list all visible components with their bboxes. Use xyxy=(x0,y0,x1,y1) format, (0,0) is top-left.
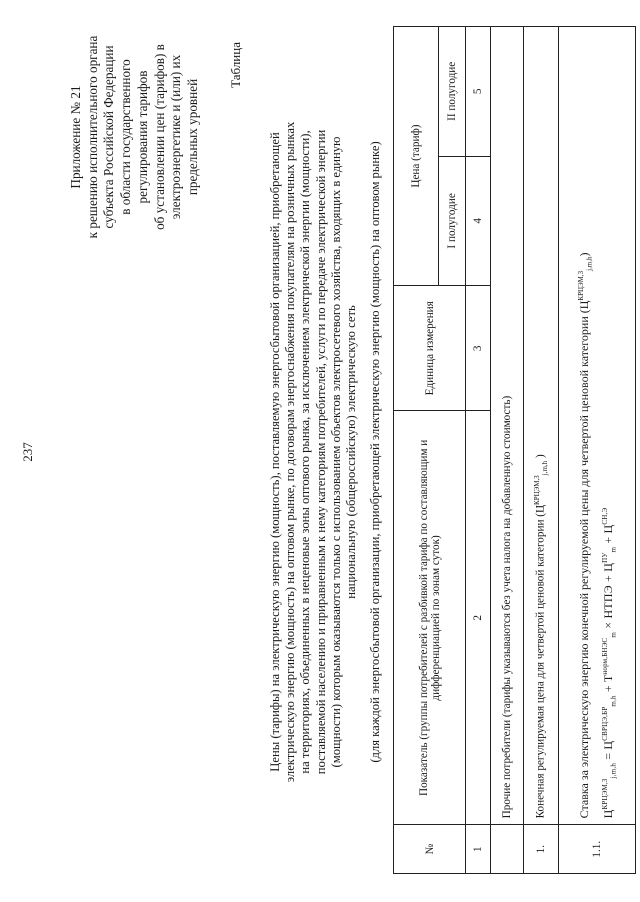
table-header-row xyxy=(394,27,439,874)
header-price: Цена (тариф) xyxy=(394,27,439,286)
appendix-line: в области государственного xyxy=(118,59,134,215)
appendix-line: Приложение № 21 xyxy=(68,85,83,189)
header-no: № xyxy=(394,825,466,874)
appendix-header xyxy=(68,12,202,262)
formula: $Ц^{КРЦЭМ,З}_{j,m,h} = Ц^{СВРЦЭ,БР}_{m,h} + T^{норм,БНЭС}_m$ × НТПЭ + $Ц^{ПУ}_m + Ц^{СН,Э}$ xyxy=(601,507,618,819)
column-number: 5 xyxy=(466,27,491,157)
row-no: 1. xyxy=(524,825,559,874)
appendix-line: электроэнергетике и (или) их xyxy=(168,54,184,220)
title-line: электрическую энергию (мощность) на оптовом рынке, по договорам энергоснабжения покупателям на розничных рынках xyxy=(283,121,298,783)
header-indicator: Показатель (группы потребителей с разбивкой тарифа по составляющим и дифференциацией по зонам суток) xyxy=(394,411,466,825)
table-row xyxy=(559,27,636,874)
title-line: на территориях, объединенных в неценовые зоны оптового рынка, за исключением электрической энергии (мощности), xyxy=(298,130,313,774)
document-title xyxy=(268,37,359,867)
column-number: 3 xyxy=(466,286,491,411)
header-half1: I полугодие xyxy=(439,156,466,286)
row-text: Прочие потребители (тарифы указываются без учета налога на добавленную стоимость) xyxy=(491,27,524,825)
table-row xyxy=(524,27,559,874)
table-label: Таблица xyxy=(228,42,243,88)
appendix-line: к решению исполнительного органа xyxy=(84,35,100,239)
appendix-line: об установлении цен (тарифов) в xyxy=(151,44,167,230)
column-numbers-row xyxy=(466,27,491,874)
rates-table xyxy=(393,26,636,874)
row-text-line: Ставка за электрическую энергию конечной регулируемой цены для четвертой ценовой категории $(Ц^{КРЦЭМ,З}_{j,m,h})$ xyxy=(576,252,593,819)
header-unit: Единица измерения xyxy=(394,286,466,411)
title-line: Цены (тарифы) на электрическую энергию (мощность), поставляемую энергосбытовой организацией, приобретающей xyxy=(268,132,282,772)
row-text xyxy=(559,27,636,825)
page-number: 237 xyxy=(20,442,35,462)
row-text: Конечная регулируемая цена для четвертой ценовой категории ($Ц^{КРЦЭМ,З}_{j,m,h}$ ) xyxy=(524,27,559,825)
column-number: 4 xyxy=(466,156,491,286)
title-line: поставляемой населению и приравненным к нему категориям потребителей, услуги по передаче электрической энергии xyxy=(313,129,328,775)
row-text-content: Конечная регулируемая цена для четвертой ценовой категории (Ц xyxy=(534,504,547,819)
appendix-line: предельных уровней xyxy=(184,78,200,196)
document-subtitle: (для каждой энергосбытовой организации, приобретающей электрическую энергию (мощность) на оптовом рынке) xyxy=(368,141,382,763)
column-number: 1 xyxy=(466,825,491,874)
appendix-line: регулирования тарифов xyxy=(134,70,150,204)
table-row xyxy=(491,27,524,874)
appendix-line: субъекта Российской Федерации xyxy=(101,45,117,229)
header-half2: II полугодие xyxy=(439,27,466,157)
row-text-content: Ставка за электрическую энергию конечной регулируемой цены для четвертой ценовой категории (Ц xyxy=(576,300,591,819)
row-no xyxy=(491,825,524,874)
column-number: 2 xyxy=(466,411,491,825)
title-line: (мощности) которым оказываются только с использованием объектов электросетевого хозяйства, входящих в единую xyxy=(328,136,343,768)
title-line: национальную (общероссийскую) электрическую сеть xyxy=(344,305,359,599)
row-no: 1.1. xyxy=(559,825,636,874)
